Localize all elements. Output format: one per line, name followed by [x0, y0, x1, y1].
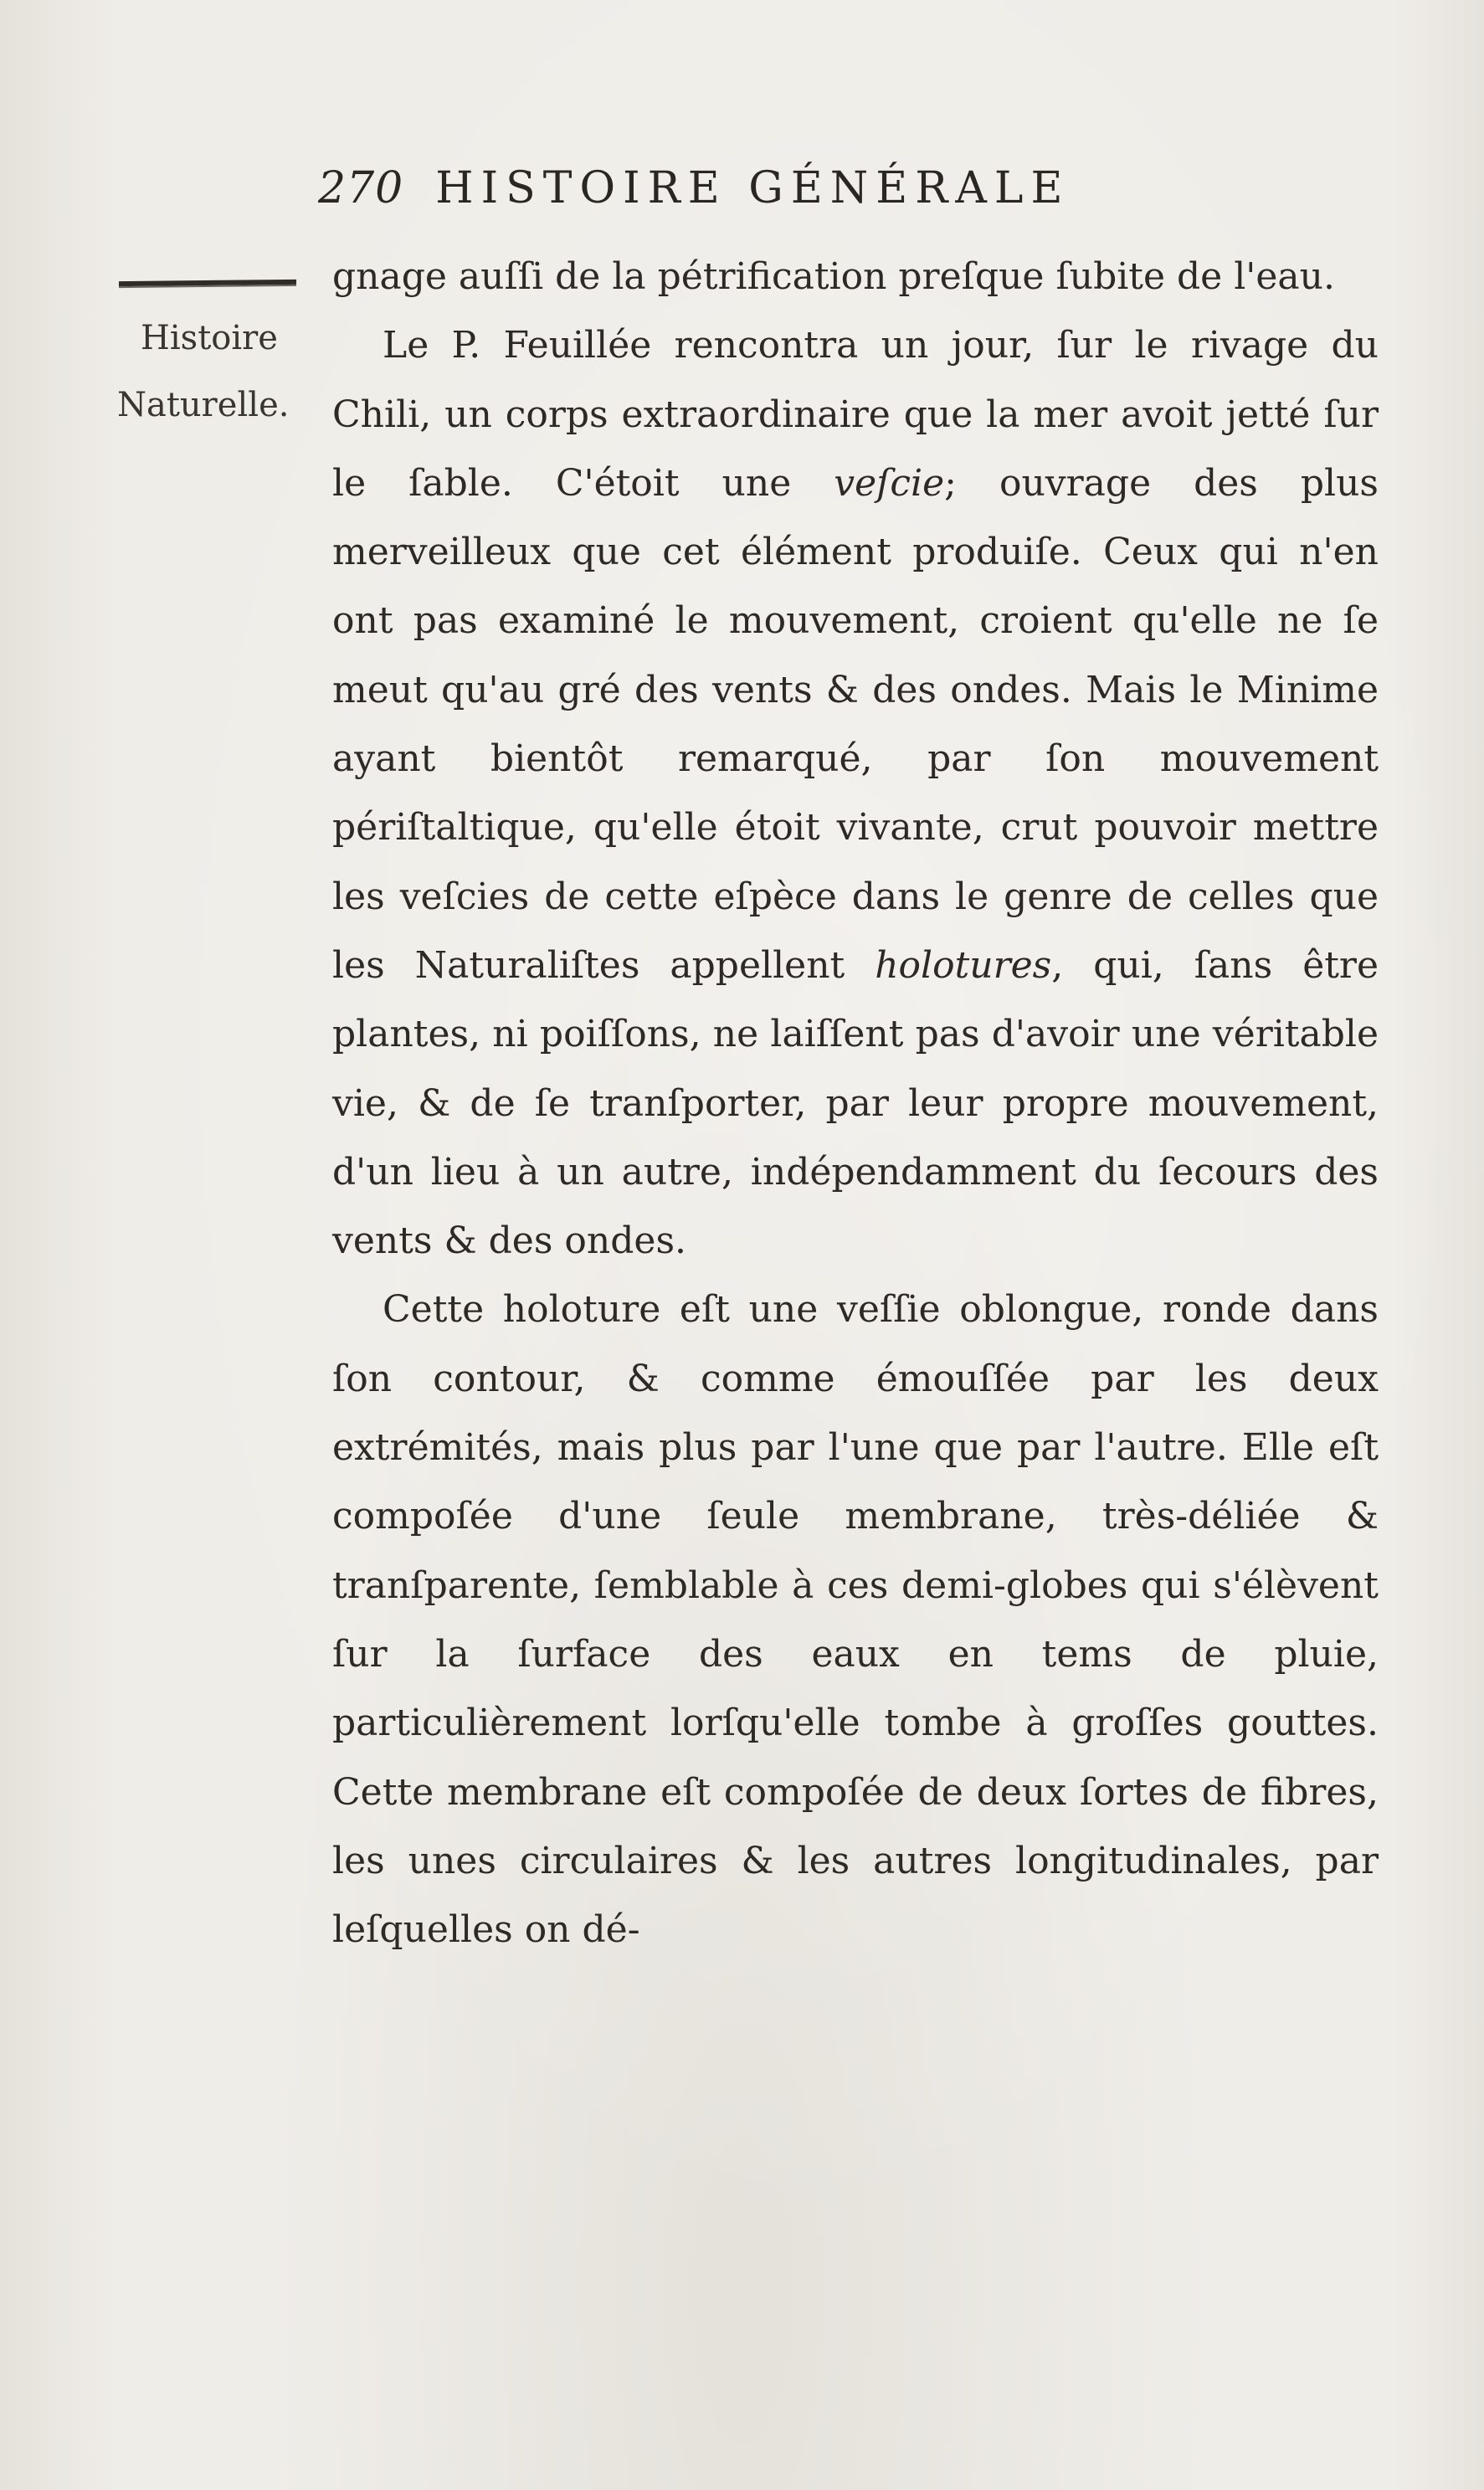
margin-note-line-2: Naturelle. — [117, 386, 290, 424]
paragraph-1-text: gnage auſſi de la pétrification preſque ſubite de l'eau. — [332, 255, 1335, 298]
paragraph-continuation — [332, 243, 1379, 311]
page-number: 270 — [318, 163, 404, 213]
paragraph-3-text: , qui, ſans être plantes, ni poiſſons, ne laiſſent pas d'avoir une véritable vie, & de ſe tranſporter, par leur propre mouvement, d'un lieu à un autre, indépendamment du ſecours des vents & des ondes. — [332, 943, 1379, 1263]
paragraph-2-text-b: ; ouvrage des plus merveilleux que cet élément produiſe. Ceux qui n'en ont pas examiné le mouvement, croient qu'elle ne ſe meut qu'au gré des vents & des ondes. Mais le Minime ayant bientôt remarqué, par ſon mouvement périſtaltique, qu'elle étoit vivante, crut pouvoir mettre les veſcies de cette eſpèce dans le genre de celles que les Naturaliſtes appellent — [332, 461, 1379, 987]
paragraph — [332, 311, 1379, 1276]
paragraph-2-text-a: Le P. Feuillée rencontra un jour, ſur le rivage du Chili, un corps extraordinaire que la mer avoit jetté ſur le ſable. C'étoit une — [332, 324, 1379, 505]
paragraph-4-text: Cette holoture eſt une veſſie oblongue, ronde dans ſon contour, & comme émouſſée par les deux extrémités, mais plus par l'une que par l'autre. Elle eſt compoſée d'une ſeule membrane, très-déliée & tranſparente, ſemblable à ces demi-globes qui s'élèvent ſur la ſurface des eaux en tems de pluie, particulièrement lorſqu'elle tombe à groſſes gouttes. Cette membrane eſt compoſée de deux ſortes de fibres, les unes circulaires & les autres longitudinales, par leſquelles on dé- — [332, 1288, 1379, 1952]
paragraph — [332, 1276, 1379, 1964]
margin-note-line-1: Histoire — [141, 319, 278, 357]
body-text — [332, 243, 1379, 1964]
running-header — [318, 159, 1239, 218]
margin-rule — [119, 280, 296, 288]
paragraph-3-italic-term: holotures — [875, 943, 1052, 987]
margin-note — [117, 305, 311, 439]
running-title: HISTOIRE GÉNÉRALE — [435, 163, 1071, 213]
paragraph-2-italic-term: veſcie — [834, 461, 945, 505]
